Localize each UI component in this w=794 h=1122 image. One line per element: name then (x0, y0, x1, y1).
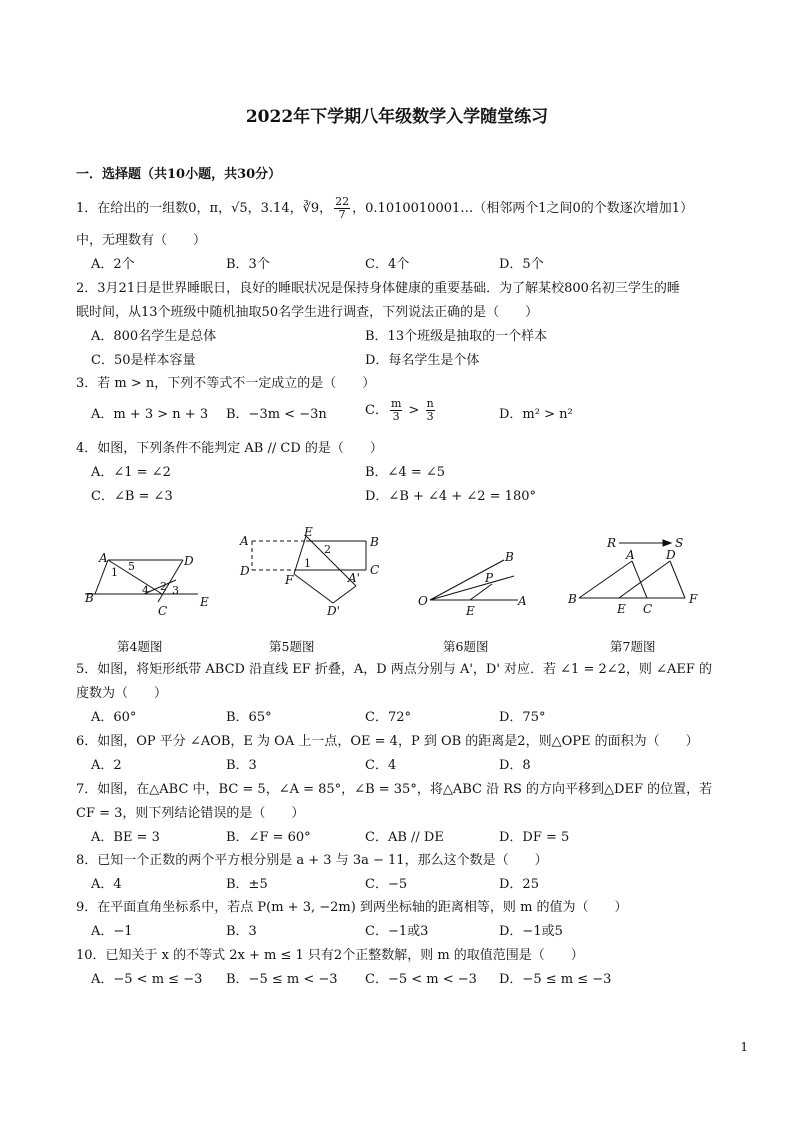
q1-option-d[interactable]: D．5个 (499, 257, 544, 272)
q3-option-c[interactable]: C． $\frac{m}{3}$ > $\frac{n}{3}$ (365, 397, 434, 423)
q8-option-b[interactable]: B．±5 (226, 877, 268, 892)
figure-6 (414, 548, 549, 618)
section-heading: 一．选择题（共10小题，共30分） (76, 167, 282, 182)
q1-fraction: $\frac{22}{7}$ (335, 195, 350, 221)
f5-label-d: D (240, 564, 250, 578)
q1-option-c[interactable]: C．4个 (365, 257, 410, 272)
q7-stem-cont: CF = 3，则下列结论错误的是（ ） (76, 806, 305, 821)
f5-label-c: C (370, 563, 380, 577)
q3-option-b[interactable]: B．−3m < −3n (226, 407, 327, 422)
page-number: 1 (740, 1040, 748, 1054)
f4-angle-5: 5 (128, 560, 135, 573)
figure-7-caption: 第7题图 (610, 639, 656, 654)
q1-option-b[interactable]: B．3个 (226, 257, 270, 272)
q1-stem-cont: 中，无理数有（ ） (76, 233, 207, 248)
q6-option-c[interactable]: C．4 (365, 758, 397, 773)
q10-stem: 10．已知关于 x 的不等式 2x + m ≤ 1 只有2个正整数解，则 m 的取值范围是（ ） (76, 948, 584, 963)
q1-stem-b: ，0.1010010001…（相邻两个1之间0的个数逐次增加1） (352, 201, 694, 216)
figure-7 (565, 533, 705, 618)
q2-option-d[interactable]: D．每名学生是个体 (365, 353, 480, 368)
q6-stem: 6．如图，OP 平分 ∠AOB，E 为 OA 上一点，OE = 4，P 到 OB 的距离是2，则△OPE 的面积为（ ） (76, 734, 699, 749)
f7-label-c: C (643, 602, 653, 616)
f6-label-p: P (485, 571, 494, 585)
f5-angle-1: 1 (304, 557, 311, 570)
figure-4-caption: 第4题图 (117, 639, 163, 654)
f5-label-e: E (304, 525, 313, 539)
f7-label-r: R (607, 536, 617, 550)
q8-option-c[interactable]: C．−5 (365, 877, 408, 892)
q9-option-d[interactable]: D．−1或5 (499, 924, 563, 939)
q3-c-frac-m: $\frac{m}{3}$ (390, 397, 402, 423)
q2-option-c[interactable]: C．50是样本容量 (91, 353, 196, 368)
q6-option-a[interactable]: A．2 (91, 758, 122, 773)
q3-c-frac-n: $\frac{n}{3}$ (426, 397, 434, 423)
f6-label-e: E (466, 604, 475, 618)
f7-label-e: E (617, 602, 626, 616)
q5-option-d[interactable]: D．75° (499, 710, 546, 725)
f4-angle-2: 2 (160, 580, 167, 593)
q5-stem-cont: 度数为（ ） (76, 686, 168, 701)
q10-option-c[interactable]: C．−5 < m < −3 (365, 972, 477, 987)
q4-option-b[interactable]: B．∠4 = ∠5 (365, 465, 446, 480)
q1-stem-a: 1．在给出的一组数0，π，√5，3.14，∛9， (76, 201, 333, 216)
q2-stem-cont: 眠时间，从13个班级中随机抽取50名学生进行调查，下列说法正确的是（ ） (76, 305, 539, 320)
q5-option-a[interactable]: A．60° (91, 710, 137, 725)
q10-option-d[interactable]: D．−5 ≤ m ≤ −3 (499, 972, 612, 987)
q8-stem: 8．已知一个正数的两个平方根分别是 a + 3 与 3a − 11，那么这个数是（ ） (76, 853, 548, 868)
q9-option-c[interactable]: C．−1或3 (365, 924, 429, 939)
q3-stem: 3．若 m > n，下列不等式不一定成立的是（ ） (76, 376, 376, 391)
q9-option-b[interactable]: B．3 (226, 924, 257, 939)
q7-option-c[interactable]: C．AB // DE (365, 830, 444, 845)
q3-option-a[interactable]: A．m + 3 > n + 3 (91, 407, 209, 422)
f4-label-c: C (158, 604, 168, 618)
figure-6-caption: 第6题图 (443, 639, 489, 654)
q8-option-d[interactable]: D．25 (499, 877, 539, 892)
f7-label-d: D (666, 548, 676, 562)
f5-label-f: F (285, 573, 294, 587)
q5-option-b[interactable]: B．65° (226, 710, 272, 725)
q2-stem: 2．3月21日是世界睡眠日，良好的睡眠状况是保持身体健康的重要基础．为了解某校800名初三学生的睡 (76, 281, 680, 296)
q5-stem: 5．如图，将矩形纸带 ABCD 沿直线 EF 折叠，A，D 两点分别与 A'，D' 对应．若 ∠1 = 2∠2，则 ∠AEF 的 (76, 662, 712, 677)
figure-4 (80, 548, 215, 618)
q3-option-d[interactable]: D．m² > n² (499, 407, 573, 422)
q2-option-a[interactable]: A．800名学生是总体 (91, 329, 217, 344)
f6-label-a: A (518, 594, 527, 608)
f6-label-b: B (505, 550, 514, 564)
f4-label-d: D (184, 554, 194, 568)
q4-option-d[interactable]: D．∠B + ∠4 + ∠2 = 180° (365, 489, 536, 504)
f7-label-a: A (626, 548, 635, 562)
q6-option-d[interactable]: D．8 (499, 758, 531, 773)
q1-stem (76, 196, 693, 221)
f7-label-s: S (675, 536, 684, 550)
q6-option-b[interactable]: B．3 (226, 758, 257, 773)
f5-label-b: B (370, 535, 379, 549)
q10-option-b[interactable]: B．−5 ≤ m < −3 (226, 972, 338, 987)
f5-label-d-prime: D' (327, 604, 340, 618)
f4-label-b: B (85, 591, 94, 605)
q8-option-a[interactable]: A．4 (91, 877, 122, 892)
f7-label-b: B (568, 592, 577, 606)
q7-option-b[interactable]: B．∠F = 60° (226, 830, 311, 845)
f5-label-a-prime: A' (348, 571, 360, 585)
q7-option-a[interactable]: A．BE = 3 (91, 830, 160, 845)
f5-label-a: A (240, 534, 249, 548)
q2-option-b[interactable]: B．13个班级是抽取的一个样本 (365, 329, 548, 344)
q10-option-a[interactable]: A．−5 < m ≤ −3 (91, 972, 203, 987)
q7-stem: 7．如图，在△ABC 中，BC = 5，∠A = 85°，∠B = 35°，将△ABC 沿 RS 的方向平移到△DEF 的位置，若 (76, 782, 713, 797)
figure-5-caption: 第5题图 (269, 639, 315, 654)
page-title: 2022年下学期八年级数学入学随堂练习 (245, 107, 549, 127)
f7-label-f: F (689, 592, 698, 606)
q1-option-a[interactable]: A．2个 (91, 257, 135, 272)
q4-stem: 4．如图，下列条件不能判定 AB // CD 的是（ ） (76, 441, 383, 456)
q4-option-c[interactable]: C．∠B = ∠3 (91, 489, 173, 504)
f4-angle-1: 1 (111, 566, 118, 579)
q9-option-a[interactable]: A．−1 (91, 924, 133, 939)
f4-label-a: A (99, 551, 108, 565)
q9-stem: 9．在平面直角坐标系中，若点 P(m + 3, −2m) 到两坐标轴的距离相等，则 m 的值为（ ） (76, 900, 628, 915)
f5-angle-2: 2 (324, 543, 331, 556)
q4-option-a[interactable]: A．∠1 = ∠2 (91, 465, 171, 480)
f4-angle-4: 4 (142, 584, 149, 597)
f4-angle-3: 3 (172, 584, 179, 597)
figure-5 (236, 524, 386, 619)
q7-option-d[interactable]: D．DF = 5 (499, 830, 570, 845)
f6-label-o: O (418, 594, 428, 608)
f4-label-e: E (200, 595, 209, 609)
q5-option-c[interactable]: C．72° (365, 710, 411, 725)
